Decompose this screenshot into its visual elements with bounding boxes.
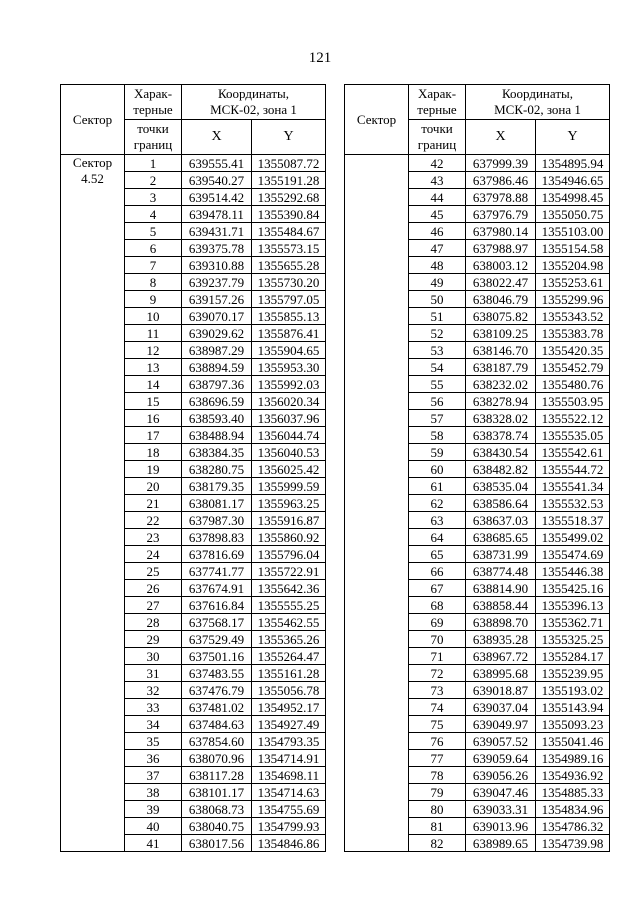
x-coordinate-cell: 639237.79 (182, 274, 252, 291)
y-coordinate-cell: 1355383.78 (536, 325, 610, 342)
point-number-cell: 5 (125, 223, 182, 240)
y-coordinate-cell: 1355480.76 (536, 376, 610, 393)
x-coordinate-cell: 638637.03 (466, 512, 536, 529)
point-number-cell: 25 (125, 563, 182, 580)
x-coordinate-cell: 637674.91 (182, 580, 252, 597)
y-coordinate-cell: 1355446.38 (536, 563, 610, 580)
point-number-cell: 78 (409, 767, 466, 784)
point-number-cell: 62 (409, 495, 466, 512)
x-coordinate-cell: 639478.11 (182, 206, 252, 223)
point-number-cell: 12 (125, 342, 182, 359)
point-number-cell: 27 (125, 597, 182, 614)
x-coordinate-cell: 638017.56 (182, 835, 252, 852)
y-coordinate-cell: 1355362.71 (536, 614, 610, 631)
y-coordinate-cell: 1355722.91 (252, 563, 326, 580)
x-coordinate-cell: 638075.82 (466, 308, 536, 325)
point-number-cell: 16 (125, 410, 182, 427)
y-coordinate-cell: 1355284.17 (536, 648, 610, 665)
table-row (61, 155, 326, 172)
y-coordinate-cell: 1355161.28 (252, 665, 326, 682)
point-number-cell: 20 (125, 478, 182, 495)
y-coordinate-cell: 1354895.94 (536, 155, 610, 172)
y-coordinate-cell: 1355452.79 (536, 359, 610, 376)
point-number-cell: 44 (409, 189, 466, 206)
point-number-cell: 69 (409, 614, 466, 631)
x-coordinate-cell: 639310.88 (182, 257, 252, 274)
x-coordinate-cell: 639157.26 (182, 291, 252, 308)
y-coordinate-cell: 1355041.46 (536, 733, 610, 750)
header-char-points-bottom: точки границ (409, 120, 466, 155)
point-number-cell: 65 (409, 546, 466, 563)
point-number-cell: 35 (125, 733, 182, 750)
y-coordinate-cell: 1356044.74 (252, 427, 326, 444)
y-coordinate-cell: 1355204.98 (536, 257, 610, 274)
point-number-cell: 43 (409, 172, 466, 189)
header-coordinates: Координаты, МСК-02, зона 1 (182, 85, 326, 120)
point-number-cell: 2 (125, 172, 182, 189)
x-coordinate-cell: 639514.42 (182, 189, 252, 206)
x-coordinate-cell: 639070.17 (182, 308, 252, 325)
y-coordinate-cell: 1355056.78 (252, 682, 326, 699)
point-number-cell: 60 (409, 461, 466, 478)
point-number-cell: 67 (409, 580, 466, 597)
header-y: Y (252, 120, 326, 155)
x-coordinate-cell: 638967.72 (466, 648, 536, 665)
point-number-cell: 8 (125, 274, 182, 291)
x-coordinate-cell: 637980.14 (466, 223, 536, 240)
y-coordinate-cell: 1355532.53 (536, 495, 610, 512)
point-number-cell: 36 (125, 750, 182, 767)
y-coordinate-cell: 1354936.92 (536, 767, 610, 784)
table-body-left (61, 155, 326, 852)
y-coordinate-cell: 1355253.61 (536, 274, 610, 291)
x-coordinate-cell: 639013.96 (466, 818, 536, 835)
x-coordinate-cell: 639056.26 (466, 767, 536, 784)
point-number-cell: 7 (125, 257, 182, 274)
y-coordinate-cell: 1355365.26 (252, 631, 326, 648)
table-body-right (345, 155, 610, 852)
x-coordinate-cell: 638022.47 (466, 274, 536, 291)
point-number-cell: 14 (125, 376, 182, 393)
x-coordinate-cell: 638995.68 (466, 665, 536, 682)
point-number-cell: 17 (125, 427, 182, 444)
table-row (345, 155, 610, 172)
sector-cell-empty (345, 155, 409, 852)
y-coordinate-cell: 1355999.59 (252, 478, 326, 495)
x-coordinate-cell: 637741.77 (182, 563, 252, 580)
point-number-cell: 33 (125, 699, 182, 716)
x-coordinate-cell: 638898.70 (466, 614, 536, 631)
x-coordinate-cell: 639555.41 (182, 155, 252, 172)
point-number-cell: 56 (409, 393, 466, 410)
x-coordinate-cell: 638989.65 (466, 835, 536, 852)
x-coordinate-cell: 639059.64 (466, 750, 536, 767)
point-number-cell: 51 (409, 308, 466, 325)
x-coordinate-cell: 639047.46 (466, 784, 536, 801)
x-coordinate-cell: 637616.84 (182, 597, 252, 614)
x-coordinate-cell: 638003.12 (466, 257, 536, 274)
y-coordinate-cell: 1355474.69 (536, 546, 610, 563)
point-number-cell: 54 (409, 359, 466, 376)
y-coordinate-cell: 1355730.20 (252, 274, 326, 291)
y-coordinate-cell: 1354846.86 (252, 835, 326, 852)
x-coordinate-cell: 638797.36 (182, 376, 252, 393)
point-number-cell: 53 (409, 342, 466, 359)
point-number-cell: 55 (409, 376, 466, 393)
x-coordinate-cell: 638696.59 (182, 393, 252, 410)
header-x: X (182, 120, 252, 155)
x-coordinate-cell: 638040.75 (182, 818, 252, 835)
y-coordinate-cell: 1355193.02 (536, 682, 610, 699)
y-coordinate-cell: 1355499.02 (536, 529, 610, 546)
x-coordinate-cell: 638187.79 (466, 359, 536, 376)
x-coordinate-cell: 637568.17 (182, 614, 252, 631)
x-coordinate-cell: 639375.78 (182, 240, 252, 257)
point-number-cell: 1 (125, 155, 182, 172)
point-number-cell: 45 (409, 206, 466, 223)
header-y: Y (536, 120, 610, 155)
x-coordinate-cell: 638731.99 (466, 546, 536, 563)
point-number-cell: 49 (409, 274, 466, 291)
point-number-cell: 61 (409, 478, 466, 495)
y-coordinate-cell: 1355420.35 (536, 342, 610, 359)
point-number-cell: 70 (409, 631, 466, 648)
x-coordinate-cell: 638081.17 (182, 495, 252, 512)
y-coordinate-cell: 1354834.96 (536, 801, 610, 818)
header-x: X (466, 120, 536, 155)
y-coordinate-cell: 1355087.72 (252, 155, 326, 172)
y-coordinate-cell: 1355518.37 (536, 512, 610, 529)
x-coordinate-cell: 639037.04 (466, 699, 536, 716)
x-coordinate-cell: 638280.75 (182, 461, 252, 478)
point-number-cell: 30 (125, 648, 182, 665)
x-coordinate-cell: 637484.63 (182, 716, 252, 733)
y-coordinate-cell: 1355522.12 (536, 410, 610, 427)
y-coordinate-cell: 1354998.45 (536, 189, 610, 206)
point-number-cell: 63 (409, 512, 466, 529)
point-number-cell: 4 (125, 206, 182, 223)
point-number-cell: 10 (125, 308, 182, 325)
point-number-cell: 21 (125, 495, 182, 512)
point-number-cell: 3 (125, 189, 182, 206)
point-number-cell: 29 (125, 631, 182, 648)
x-coordinate-cell: 638232.02 (466, 376, 536, 393)
y-coordinate-cell: 1355239.95 (536, 665, 610, 682)
point-number-cell: 24 (125, 546, 182, 563)
x-coordinate-cell: 639033.31 (466, 801, 536, 818)
x-coordinate-cell: 637476.79 (182, 682, 252, 699)
x-coordinate-cell: 638046.79 (466, 291, 536, 308)
x-coordinate-cell: 638179.35 (182, 478, 252, 495)
y-coordinate-cell: 1355093.23 (536, 716, 610, 733)
point-number-cell: 48 (409, 257, 466, 274)
y-coordinate-cell: 1355325.25 (536, 631, 610, 648)
y-coordinate-cell: 1355797.05 (252, 291, 326, 308)
x-coordinate-cell: 638987.29 (182, 342, 252, 359)
y-coordinate-cell: 1355292.68 (252, 189, 326, 206)
x-coordinate-cell: 638482.82 (466, 461, 536, 478)
x-coordinate-cell: 639049.97 (466, 716, 536, 733)
point-number-cell: 31 (125, 665, 182, 682)
point-number-cell: 80 (409, 801, 466, 818)
y-coordinate-cell: 1355143.94 (536, 699, 610, 716)
point-number-cell: 47 (409, 240, 466, 257)
point-number-cell: 26 (125, 580, 182, 597)
sector-label: Сектор 4.52 (61, 155, 125, 852)
y-coordinate-cell: 1355264.47 (252, 648, 326, 665)
y-coordinate-cell: 1354885.33 (536, 784, 610, 801)
point-number-cell: 71 (409, 648, 466, 665)
x-coordinate-cell: 638328.02 (466, 410, 536, 427)
header-char-points-top: Харак- терные (125, 85, 182, 120)
x-coordinate-cell: 638146.70 (466, 342, 536, 359)
x-coordinate-cell: 637988.97 (466, 240, 536, 257)
point-number-cell: 59 (409, 444, 466, 461)
x-coordinate-cell: 638109.25 (466, 325, 536, 342)
x-coordinate-cell: 638068.73 (182, 801, 252, 818)
point-number-cell: 46 (409, 223, 466, 240)
point-number-cell: 76 (409, 733, 466, 750)
x-coordinate-cell: 637987.30 (182, 512, 252, 529)
x-coordinate-cell: 638935.28 (466, 631, 536, 648)
point-number-cell: 77 (409, 750, 466, 767)
y-coordinate-cell: 1355855.13 (252, 308, 326, 325)
page-number: 121 (308, 50, 332, 66)
x-coordinate-cell: 638101.17 (182, 784, 252, 801)
x-coordinate-cell: 637898.83 (182, 529, 252, 546)
y-coordinate-cell: 1355555.25 (252, 597, 326, 614)
y-coordinate-cell: 1355860.92 (252, 529, 326, 546)
header-sector: Сектор (345, 85, 409, 155)
point-number-cell: 22 (125, 512, 182, 529)
x-coordinate-cell: 638430.54 (466, 444, 536, 461)
point-number-cell: 32 (125, 682, 182, 699)
point-number-cell: 73 (409, 682, 466, 699)
point-number-cell: 41 (125, 835, 182, 852)
point-number-cell: 34 (125, 716, 182, 733)
y-coordinate-cell: 1355343.52 (536, 308, 610, 325)
x-coordinate-cell: 638488.94 (182, 427, 252, 444)
header-char-points-bottom: точки границ (125, 120, 182, 155)
y-coordinate-cell: 1355462.55 (252, 614, 326, 631)
y-coordinate-cell: 1356020.34 (252, 393, 326, 410)
x-coordinate-cell: 638593.40 (182, 410, 252, 427)
x-coordinate-cell: 639018.87 (466, 682, 536, 699)
x-coordinate-cell: 639540.27 (182, 172, 252, 189)
point-number-cell: 9 (125, 291, 182, 308)
point-number-cell: 13 (125, 359, 182, 376)
point-number-cell: 57 (409, 410, 466, 427)
y-coordinate-cell: 1355535.05 (536, 427, 610, 444)
point-number-cell: 58 (409, 427, 466, 444)
point-number-cell: 37 (125, 767, 182, 784)
point-number-cell: 15 (125, 393, 182, 410)
point-number-cell: 6 (125, 240, 182, 257)
y-coordinate-cell: 1354739.98 (536, 835, 610, 852)
point-number-cell: 68 (409, 597, 466, 614)
y-coordinate-cell: 1354786.32 (536, 818, 610, 835)
y-coordinate-cell: 1355953.30 (252, 359, 326, 376)
point-number-cell: 39 (125, 801, 182, 818)
x-coordinate-cell: 637481.02 (182, 699, 252, 716)
y-coordinate-cell: 1354946.65 (536, 172, 610, 189)
y-coordinate-cell: 1354799.93 (252, 818, 326, 835)
y-coordinate-cell: 1354793.35 (252, 733, 326, 750)
x-coordinate-cell: 638384.35 (182, 444, 252, 461)
y-coordinate-cell: 1355425.16 (536, 580, 610, 597)
x-coordinate-cell: 637978.88 (466, 189, 536, 206)
point-number-cell: 75 (409, 716, 466, 733)
point-number-cell: 19 (125, 461, 182, 478)
x-coordinate-cell: 637529.49 (182, 631, 252, 648)
header-coordinates: Координаты, МСК-02, зона 1 (466, 85, 610, 120)
y-coordinate-cell: 1354755.69 (252, 801, 326, 818)
y-coordinate-cell: 1354714.63 (252, 784, 326, 801)
x-coordinate-cell: 637986.46 (466, 172, 536, 189)
y-coordinate-cell: 1355541.34 (536, 478, 610, 495)
x-coordinate-cell: 637816.69 (182, 546, 252, 563)
point-number-cell: 23 (125, 529, 182, 546)
point-number-cell: 28 (125, 614, 182, 631)
y-coordinate-cell: 1354952.17 (252, 699, 326, 716)
x-coordinate-cell: 637854.60 (182, 733, 252, 750)
y-coordinate-cell: 1355503.95 (536, 393, 610, 410)
header-sector: Сектор (61, 85, 125, 155)
point-number-cell: 11 (125, 325, 182, 342)
y-coordinate-cell: 1355484.67 (252, 223, 326, 240)
coordinates-table-right (344, 84, 610, 852)
x-coordinate-cell: 639057.52 (466, 733, 536, 750)
y-coordinate-cell: 1355904.65 (252, 342, 326, 359)
y-coordinate-cell: 1355542.61 (536, 444, 610, 461)
x-coordinate-cell: 639431.71 (182, 223, 252, 240)
point-number-cell: 66 (409, 563, 466, 580)
point-number-cell: 72 (409, 665, 466, 682)
y-coordinate-cell: 1355573.15 (252, 240, 326, 257)
point-number-cell: 82 (409, 835, 466, 852)
x-coordinate-cell: 638070.96 (182, 750, 252, 767)
point-number-cell: 50 (409, 291, 466, 308)
point-number-cell: 42 (409, 155, 466, 172)
x-coordinate-cell: 638814.90 (466, 580, 536, 597)
x-coordinate-cell: 638378.74 (466, 427, 536, 444)
y-coordinate-cell: 1355655.28 (252, 257, 326, 274)
point-number-cell: 40 (125, 818, 182, 835)
point-number-cell: 79 (409, 784, 466, 801)
y-coordinate-cell: 1354714.91 (252, 750, 326, 767)
x-coordinate-cell: 638278.94 (466, 393, 536, 410)
x-coordinate-cell: 637976.79 (466, 206, 536, 223)
y-coordinate-cell: 1355299.96 (536, 291, 610, 308)
y-coordinate-cell: 1356025.42 (252, 461, 326, 478)
point-number-cell: 81 (409, 818, 466, 835)
point-number-cell: 52 (409, 325, 466, 342)
x-coordinate-cell: 638858.44 (466, 597, 536, 614)
y-coordinate-cell: 1355103.00 (536, 223, 610, 240)
x-coordinate-cell: 638774.48 (466, 563, 536, 580)
x-coordinate-cell: 637999.39 (466, 155, 536, 172)
y-coordinate-cell: 1355396.13 (536, 597, 610, 614)
y-coordinate-cell: 1354989.16 (536, 750, 610, 767)
y-coordinate-cell: 1354698.11 (252, 767, 326, 784)
y-coordinate-cell: 1356037.96 (252, 410, 326, 427)
y-coordinate-cell: 1355544.72 (536, 461, 610, 478)
y-coordinate-cell: 1355916.87 (252, 512, 326, 529)
x-coordinate-cell: 638894.59 (182, 359, 252, 376)
point-number-cell: 74 (409, 699, 466, 716)
x-coordinate-cell: 638586.64 (466, 495, 536, 512)
x-coordinate-cell: 638685.65 (466, 529, 536, 546)
y-coordinate-cell: 1355191.28 (252, 172, 326, 189)
y-coordinate-cell: 1355963.25 (252, 495, 326, 512)
y-coordinate-cell: 1355154.58 (536, 240, 610, 257)
y-coordinate-cell: 1355796.04 (252, 546, 326, 563)
point-number-cell: 38 (125, 784, 182, 801)
y-coordinate-cell: 1355992.03 (252, 376, 326, 393)
x-coordinate-cell: 637501.16 (182, 648, 252, 665)
y-coordinate-cell: 1355390.84 (252, 206, 326, 223)
x-coordinate-cell: 638117.28 (182, 767, 252, 784)
x-coordinate-cell: 637483.55 (182, 665, 252, 682)
coordinates-table-left (60, 84, 326, 852)
header-char-points-top: Харак- терные (409, 85, 466, 120)
y-coordinate-cell: 1354927.49 (252, 716, 326, 733)
x-coordinate-cell: 639029.62 (182, 325, 252, 342)
y-coordinate-cell: 1355050.75 (536, 206, 610, 223)
x-coordinate-cell: 638535.04 (466, 478, 536, 495)
y-coordinate-cell: 1355642.36 (252, 580, 326, 597)
point-number-cell: 64 (409, 529, 466, 546)
point-number-cell: 18 (125, 444, 182, 461)
y-coordinate-cell: 1355876.41 (252, 325, 326, 342)
y-coordinate-cell: 1356040.53 (252, 444, 326, 461)
